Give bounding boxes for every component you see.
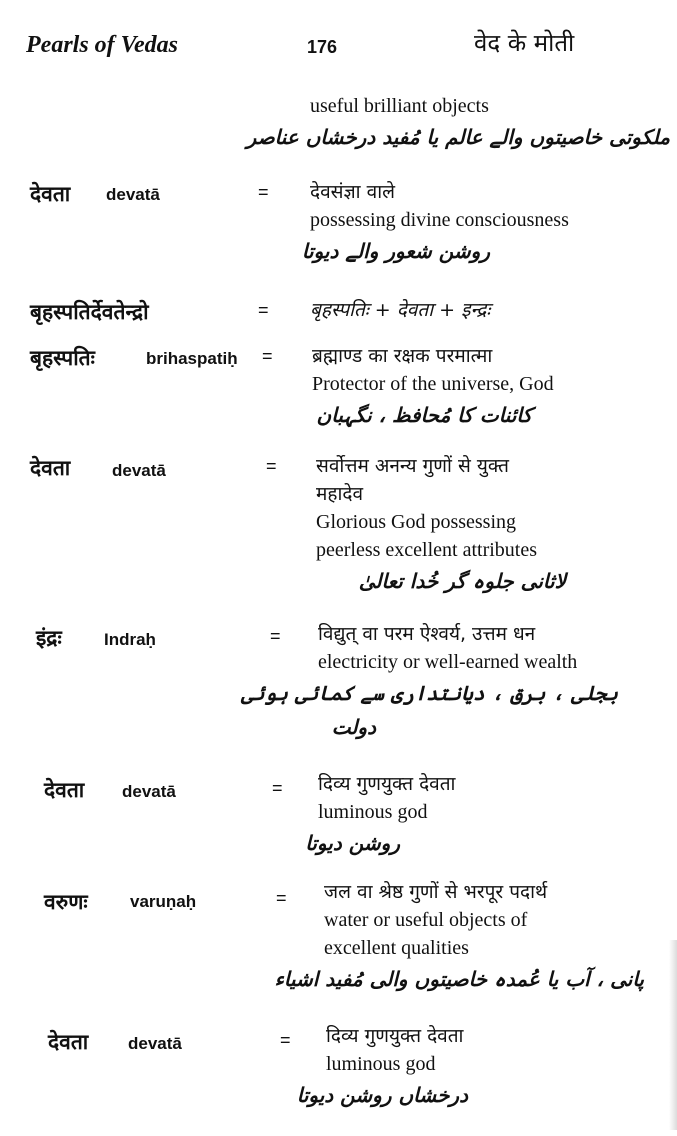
page-number: 176 [307,37,338,57]
transliteration: Indraḥ [104,630,156,649]
meaning-urdu: روشن شعور والے دیوتا [301,239,490,263]
headword: इंद्रः [36,626,62,650]
meaning-urdu: بجلی ، برق ، دیانتداری سے کمائی ہوئی [241,681,618,705]
meaning-english: water or useful objects of [324,909,528,931]
meaning-english: luminous god [318,801,428,823]
headword: बृहस्पतिः [30,346,95,370]
headword: वरुणः [44,890,88,914]
continuation-urdu: ملکوتی خاصیتوں والے عالم یا مُفید درخشاں عناصر [246,125,670,149]
equals-sign: = [272,778,283,798]
equals-sign: = [266,456,277,476]
meaning-urdu: کائنات کا مُحافظ ، نگہبان [316,403,532,427]
transliteration: devatā [128,1034,182,1053]
running-title-hindi: वेद के मोती [474,29,575,57]
meaning-hindi: ब्रह्माण्ड का रक्षक परमात्मा [312,345,493,367]
meaning-hindi: दिव्य गुणयुक्त देवता [318,773,456,795]
headword: देवता [30,182,71,206]
transliteration: devatā [112,461,166,480]
transliteration: varuṇaḥ [130,892,197,911]
continuation-english: useful brilliant objects [310,95,489,117]
headword: बृहस्पतिर्देवतेन्द्रो [30,300,149,324]
meaning-hindi: दिव्य गुणयुक्त देवता [326,1025,464,1047]
meaning-english: excellent qualities [324,937,469,959]
meaning-english: Glorious God possessing [316,511,517,533]
equals-sign: = [262,346,273,366]
meaning-english: possessing divine consciousness [310,209,569,231]
headword: देवता [48,1030,89,1054]
transliteration: devatā [106,185,160,204]
meaning-hindi: महादेव [316,483,364,505]
meaning-english: peerless excellent attributes [316,539,538,561]
equals-sign: = [258,182,269,202]
equals-sign: = [258,300,269,320]
meaning-urdu: درخشاں روشن دیوتا [296,1083,468,1107]
meaning-english: luminous god [326,1053,436,1075]
meaning-hindi: जल वा श्रेष्ठ गुणों से भरपूर पदार्थ [324,881,548,903]
meaning-urdu: پانی ، آب یا عُمدہ خاصیتوں والی مُفید اشیاء [274,967,644,991]
scan-page-edge [669,940,677,1130]
transliteration: devatā [122,782,176,801]
meaning-urdu: دولت [331,715,376,739]
headword: देवता [30,456,71,480]
meaning-urdu: روشن دیوتا [305,831,400,855]
transliteration: brihaspatiḥ [146,349,238,368]
equals-sign: = [280,1030,291,1050]
meaning-english: Protector of the universe, God [312,373,554,395]
meaning-hindi: सर्वोत्तम अनन्य गुणों से युक्त [316,455,509,477]
running-title-english: Pearls of Vedas [26,32,178,58]
meaning-hindi: बृहस्पतिः + देवता + इन्द्रः [310,299,491,321]
meaning-urdu: لاثانی جلوہ گر خُدا تعالیٰ [358,569,566,593]
equals-sign: = [270,626,281,646]
meaning-hindi: विद्युत् वा परम ऐश्वर्य, उत्तम धन [318,623,536,645]
meaning-hindi: देवसंज्ञा वाले [310,181,396,203]
meaning-english: electricity or well-earned wealth [318,651,578,673]
headword: देवता [44,778,85,802]
equals-sign: = [276,888,287,908]
